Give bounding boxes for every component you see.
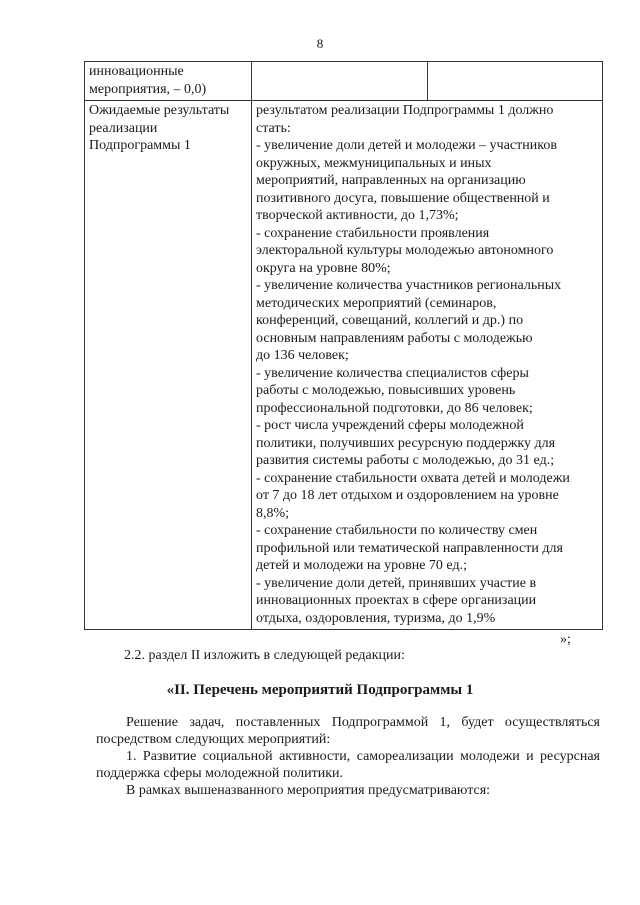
result-line: - увеличение количества участников региональных	[256, 278, 562, 293]
result-line: развития системы работы с молодежью, до 31 ед.;	[256, 453, 555, 468]
result-line: отдыха, оздоровления, туризма, до 1,9%	[256, 610, 496, 626]
result-line: - увеличение количества специалистов сферы	[256, 365, 529, 381]
result-line: детей и молодежи на уровне 70 ед.;	[256, 558, 467, 573]
result-line: результатом реализации Подпрограммы 1 должно	[256, 103, 554, 118]
label-line: инновационные	[89, 64, 184, 79]
result-line: - увеличение доли детей, принявших участие в	[256, 575, 537, 591]
result-line: методических мероприятий (семинаров,	[256, 295, 497, 311]
closing-quote: »;	[560, 632, 571, 647]
table-row	[85, 62, 603, 101]
result-line: - сохранение стабильности проявления	[256, 225, 490, 241]
expected-results-list	[256, 102, 598, 627]
result-line: электоральной культуры молодежью автономного	[256, 243, 554, 258]
table-cell-empty	[428, 62, 603, 101]
paragraph: Решение задач, поставленных Подпрограммой 1, будет осуществляться посредством следующих мероприятий:	[96, 715, 600, 747]
result-line: - сохранение стабильности охвата детей и молодежи	[256, 470, 570, 486]
table-cell-label	[85, 101, 252, 630]
label-line: Ожидаемые результаты	[89, 103, 230, 118]
result-line: профессиональной подготовки, до 86 человек;	[256, 400, 533, 416]
table-cell-empty	[252, 62, 428, 101]
result-line: работы с молодежью, повысивших уровень	[256, 383, 516, 398]
paragraph: 1. Развитие социальной активности, самореализации молодежи и ресурсная поддержка сферы молодежной политики.	[96, 749, 600, 781]
result-line: позитивного досуга, повышение общественной и	[256, 190, 550, 206]
result-line: инновационных проектах в сфере организации	[256, 593, 537, 608]
result-line: - увеличение доли детей и молодежи – участников	[256, 138, 557, 153]
section-title: «II. Перечень мероприятий Подпрограммы 1	[166, 682, 474, 698]
result-line: стать:	[256, 120, 291, 136]
label-line: мероприятия, – 0,0)	[89, 81, 207, 97]
paragraph: В рамках вышеназванного мероприятия предусматриваются:	[126, 783, 491, 798]
result-line: до 136 человек;	[256, 348, 349, 363]
result-line: - рост числа учреждений сферы молодежной	[256, 418, 524, 433]
label-line: Подпрограммы 1	[89, 138, 191, 153]
result-line: - сохранение стабильности по количеству смен	[256, 523, 538, 538]
label-line: реализации	[89, 120, 158, 136]
result-line: мероприятий, направленных на организацию	[256, 173, 526, 188]
result-line: основным направлениям работы с молодежью	[256, 330, 533, 346]
result-line: творческой активности, до 1,73%;	[256, 208, 459, 223]
table-cell-label	[85, 62, 252, 101]
result-line: 8,8%;	[256, 505, 290, 521]
result-line: окружных, межмуниципальных и иных	[256, 155, 492, 171]
result-line: округа на уровне 80%;	[256, 260, 391, 276]
result-line: политики, получивших ресурсную поддержку для	[256, 435, 556, 451]
table-row	[85, 101, 603, 630]
result-line: от 7 до 18 лет отдыхом и оздоровлением на уровне	[256, 488, 559, 503]
result-line: профильной или тематической направленности для	[256, 540, 563, 556]
amendment-item-2-2: 2.2. раздел II изложить в следующей редакции:	[124, 648, 405, 663]
table-cell-expected-results	[252, 101, 603, 630]
result-line: конференций, совещаний, коллегий и др.) по	[256, 313, 524, 328]
subprogram-passport-table	[84, 61, 603, 630]
page-number: 8	[316, 36, 324, 51]
